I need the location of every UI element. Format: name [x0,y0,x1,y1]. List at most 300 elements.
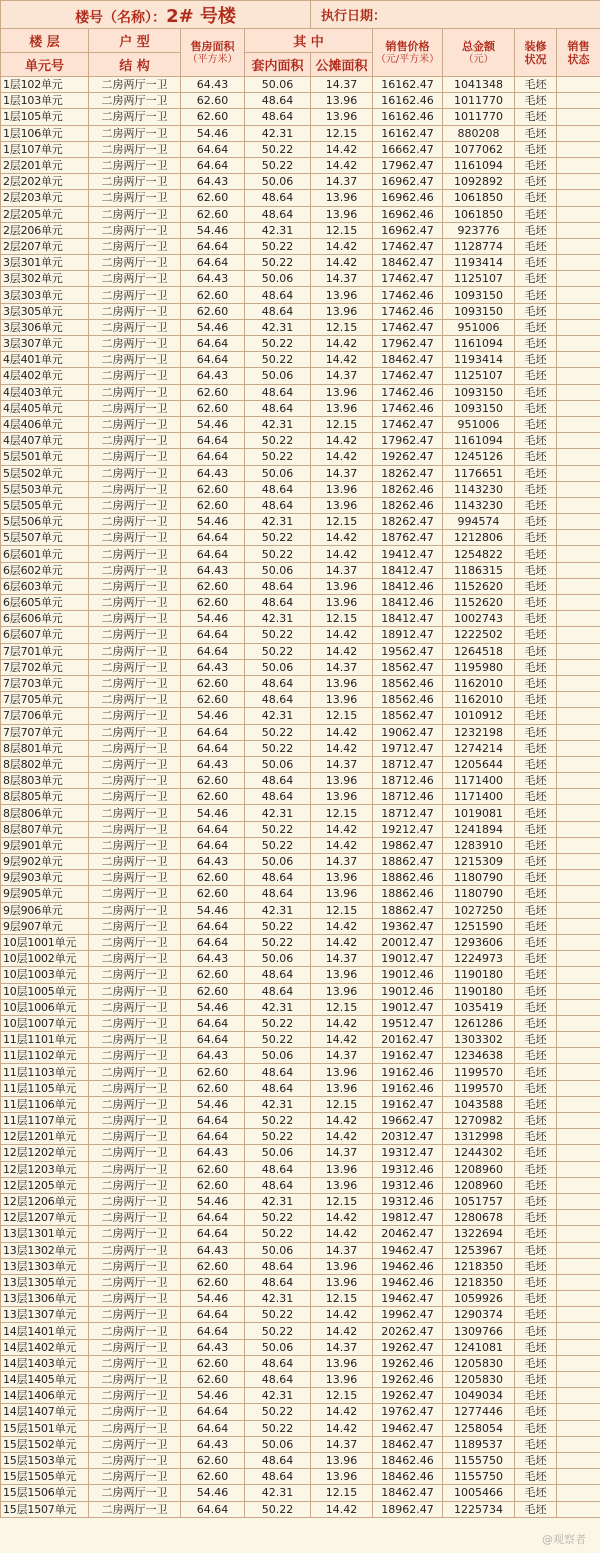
cell-unit-no: 6层602单元 [1,562,89,578]
cell-decoration: 毛坯 [515,77,557,93]
cell-shared-area: 14.42 [311,433,373,449]
cell-sale-area: 64.64 [181,934,245,950]
cell-shared-area: 14.37 [311,756,373,772]
cell-sale-area: 62.60 [181,773,245,789]
cell-shared-area: 13.96 [311,1064,373,1080]
cell-price: 17962.47 [373,433,443,449]
cell-price: 16962.46 [373,206,443,222]
cell-inner-area: 50.06 [245,854,311,870]
cell-shared-area: 12.15 [311,1096,373,1112]
cell-sale-area: 64.64 [181,1210,245,1226]
cell-price: 18412.46 [373,595,443,611]
cell-status [557,967,600,983]
table-row [1,643,600,659]
cell-total: 1208960 [443,1177,515,1193]
cell-shared-area: 14.42 [311,141,373,157]
table-row [1,1210,600,1226]
cell-decoration: 毛坯 [515,1145,557,1161]
cell-shared-area: 14.37 [311,1145,373,1161]
cell-status [557,1452,600,1468]
cell-inner-area: 48.64 [245,1469,311,1485]
cell-unit-no: 6层603单元 [1,578,89,594]
cell-structure: 二房两厅一卫 [89,708,181,724]
cell-decoration: 毛坯 [515,1177,557,1193]
cell-sale-area: 64.43 [181,271,245,287]
cell-sale-area: 62.60 [181,1452,245,1468]
cell-inner-area: 50.06 [245,951,311,967]
cell-structure: 二房两厅一卫 [89,433,181,449]
cell-inner-area: 42.31 [245,1388,311,1404]
cell-decoration: 毛坯 [515,1161,557,1177]
cell-decoration: 毛坯 [515,1307,557,1323]
cell-sale-area: 64.64 [181,1307,245,1323]
cell-structure: 二房两厅一卫 [89,1113,181,1129]
cell-inner-area: 50.06 [245,659,311,675]
cell-unit-no: 1层102单元 [1,77,89,93]
cell-unit-no: 6层601单元 [1,546,89,562]
cell-status [557,384,600,400]
cell-status [557,77,600,93]
table-row [1,675,600,691]
exec-date-cell [311,1,600,29]
cell-unit-no: 5层503单元 [1,481,89,497]
cell-status [557,1032,600,1048]
cell-structure: 二房两厅一卫 [89,918,181,934]
header-price-label: 销售价格 [385,39,430,53]
cell-shared-area: 14.42 [311,1129,373,1145]
cell-unit-no: 10层1005单元 [1,983,89,999]
cell-structure: 二房两厅一卫 [89,1485,181,1501]
cell-unit-no: 12层1206单元 [1,1193,89,1209]
cell-decoration: 毛坯 [515,692,557,708]
cell-sale-area: 62.60 [181,1080,245,1096]
cell-structure: 二房两厅一卫 [89,303,181,319]
cell-total: 1222502 [443,627,515,643]
cell-unit-no: 8层805单元 [1,789,89,805]
cell-price: 19162.46 [373,1080,443,1096]
cell-structure: 二房两厅一卫 [89,821,181,837]
table-row [1,336,600,352]
cell-total: 1290374 [443,1307,515,1323]
table-row [1,1436,600,1452]
cell-price: 18412.46 [373,578,443,594]
cell-inner-area: 50.22 [245,238,311,254]
cell-shared-area: 14.42 [311,740,373,756]
cell-sale-area: 62.60 [181,967,245,983]
cell-sale-area: 64.64 [181,352,245,368]
cell-total: 1322694 [443,1226,515,1242]
cell-total: 1176651 [443,465,515,481]
cell-shared-area: 14.42 [311,1015,373,1031]
cell-shared-area: 13.96 [311,789,373,805]
table-row [1,1193,600,1209]
cell-total: 1010912 [443,708,515,724]
cell-structure: 二房两厅一卫 [89,1404,181,1420]
cell-status [557,190,600,206]
table-row [1,1080,600,1096]
cell-sale-area: 62.60 [181,1372,245,1388]
cell-status [557,1193,600,1209]
table-row [1,157,600,173]
cell-total: 1205830 [443,1372,515,1388]
cell-total: 1234638 [443,1048,515,1064]
table-row [1,1096,600,1112]
cell-total: 1061850 [443,206,515,222]
cell-sale-area: 64.43 [181,854,245,870]
cell-total: 994574 [443,514,515,530]
cell-status [557,1420,600,1436]
cell-structure: 二房两厅一卫 [89,627,181,643]
cell-inner-area: 50.06 [245,562,311,578]
cell-shared-area: 12.15 [311,902,373,918]
table-row [1,481,600,497]
cell-unit-no: 8层801单元 [1,740,89,756]
cell-unit-no: 9层902单元 [1,854,89,870]
cell-unit-no: 7层707单元 [1,724,89,740]
cell-decoration: 毛坯 [515,1436,557,1452]
cell-unit-no: 5层505单元 [1,497,89,513]
cell-price: 17462.47 [373,368,443,384]
table-row [1,1452,600,1468]
cell-unit-no: 2层207单元 [1,238,89,254]
cell-inner-area: 50.22 [245,1015,311,1031]
cell-status [557,319,600,335]
cell-total: 1218350 [443,1274,515,1290]
cell-total: 1161094 [443,336,515,352]
cell-decoration: 毛坯 [515,125,557,141]
cell-sale-area: 64.64 [181,336,245,352]
cell-sale-area: 54.46 [181,1193,245,1209]
cell-shared-area: 13.96 [311,1469,373,1485]
table-row [1,886,600,902]
cell-unit-no: 15层1503单元 [1,1452,89,1468]
cell-status [557,400,600,416]
cell-status [557,595,600,611]
cell-inner-area: 50.06 [245,756,311,772]
cell-status [557,1274,600,1290]
cell-decoration: 毛坯 [515,1323,557,1339]
cell-shared-area: 12.15 [311,708,373,724]
cell-unit-no: 7层702单元 [1,659,89,675]
table-row [1,918,600,934]
cell-structure: 二房两厅一卫 [89,1242,181,1258]
cell-total: 1277446 [443,1404,515,1420]
cell-sale-area: 54.46 [181,416,245,432]
cell-status [557,951,600,967]
cell-status [557,109,600,125]
cell-inner-area: 50.22 [245,724,311,740]
cell-inner-area: 48.64 [245,675,311,691]
cell-status [557,1129,600,1145]
cell-price: 19462.46 [373,1258,443,1274]
cell-total: 1190180 [443,967,515,983]
cell-decoration: 毛坯 [515,999,557,1015]
cell-total: 1186315 [443,562,515,578]
cell-unit-no: 12层1205单元 [1,1177,89,1193]
cell-price: 19762.47 [373,1404,443,1420]
cell-structure: 二房两厅一卫 [89,287,181,303]
cell-total: 1215309 [443,854,515,870]
cell-price: 19312.47 [373,1145,443,1161]
cell-structure: 二房两厅一卫 [89,368,181,384]
cell-status [557,1161,600,1177]
table-row [1,1145,600,1161]
cell-shared-area: 13.96 [311,1355,373,1371]
cell-inner-area: 48.64 [245,303,311,319]
cell-decoration: 毛坯 [515,465,557,481]
cell-sale-area: 54.46 [181,611,245,627]
table-row [1,773,600,789]
cell-status [557,1226,600,1242]
cell-price: 19462.47 [373,1291,443,1307]
cell-total: 1093150 [443,287,515,303]
cell-sale-area: 64.64 [181,546,245,562]
cell-status [557,206,600,222]
cell-decoration: 毛坯 [515,157,557,173]
cell-inner-area: 48.64 [245,1372,311,1388]
cell-status [557,1469,600,1485]
cell-sale-area: 62.60 [181,481,245,497]
cell-shared-area: 13.96 [311,1161,373,1177]
table-row [1,174,600,190]
cell-unit-no: 15层1501单元 [1,1420,89,1436]
cell-shared-area: 13.96 [311,303,373,319]
header-sale-area-label: 售房面积 [190,39,235,53]
cell-price: 16962.46 [373,190,443,206]
cell-price: 18712.47 [373,805,443,821]
cell-structure: 二房两厅一卫 [89,1177,181,1193]
cell-structure: 二房两厅一卫 [89,1274,181,1290]
cell-price: 19662.47 [373,1113,443,1129]
cell-inner-area: 48.64 [245,1177,311,1193]
table-row [1,983,600,999]
cell-inner-area: 50.06 [245,77,311,93]
cell-decoration: 毛坯 [515,222,557,238]
cell-structure: 二房两厅一卫 [89,1469,181,1485]
cell-unit-no: 6层607单元 [1,627,89,643]
header-status-label: 销售状态 [567,39,590,66]
cell-unit-no: 14层1405单元 [1,1372,89,1388]
cell-price: 19462.47 [373,1242,443,1258]
table-row [1,870,600,886]
cell-structure: 二房两厅一卫 [89,1080,181,1096]
cell-price: 20312.47 [373,1129,443,1145]
table-row [1,951,600,967]
cell-price: 20462.47 [373,1226,443,1242]
table-row [1,1032,600,1048]
cell-structure: 二房两厅一卫 [89,336,181,352]
cell-total: 1274214 [443,740,515,756]
cell-sale-area: 62.60 [181,983,245,999]
cell-status [557,157,600,173]
cell-decoration: 毛坯 [515,238,557,254]
cell-sale-area: 64.64 [181,1113,245,1129]
cell-inner-area: 48.64 [245,1355,311,1371]
cell-inner-area: 48.64 [245,773,311,789]
cell-sale-area: 62.60 [181,190,245,206]
cell-inner-area: 42.31 [245,125,311,141]
cell-sale-area: 64.64 [181,643,245,659]
cell-status [557,1436,600,1452]
cell-total: 1205830 [443,1355,515,1371]
header-unit-no: 单元号 [1,53,89,77]
cell-decoration: 毛坯 [515,821,557,837]
cell-structure: 二房两厅一卫 [89,1501,181,1517]
cell-inner-area: 50.22 [245,918,311,934]
cell-structure: 二房两厅一卫 [89,967,181,983]
cell-shared-area: 14.42 [311,238,373,254]
cell-unit-no: 11层1103单元 [1,1064,89,1080]
cell-status [557,125,600,141]
cell-shared-area: 14.42 [311,1113,373,1129]
cell-total: 1208960 [443,1161,515,1177]
cell-shared-area: 14.42 [311,546,373,562]
cell-total: 1041348 [443,77,515,93]
cell-status [557,1242,600,1258]
cell-inner-area: 50.22 [245,157,311,173]
table-row [1,805,600,821]
cell-status [557,481,600,497]
cell-unit-no: 1层103单元 [1,93,89,109]
cell-price: 17462.47 [373,319,443,335]
cell-structure: 二房两厅一卫 [89,465,181,481]
cell-shared-area: 13.96 [311,675,373,691]
cell-status [557,886,600,902]
cell-structure: 二房两厅一卫 [89,352,181,368]
cell-inner-area: 42.31 [245,805,311,821]
cell-shared-area: 14.37 [311,1436,373,1452]
cell-unit-no: 12层1207单元 [1,1210,89,1226]
cell-decoration: 毛坯 [515,951,557,967]
cell-total: 1261286 [443,1015,515,1031]
cell-status [557,1096,600,1112]
cell-inner-area: 50.06 [245,1242,311,1258]
cell-shared-area: 13.96 [311,886,373,902]
table-row [1,141,600,157]
table-row [1,449,600,465]
cell-price: 19512.47 [373,1015,443,1031]
cell-price: 17462.46 [373,384,443,400]
cell-sale-area: 62.60 [181,93,245,109]
cell-total: 1253967 [443,1242,515,1258]
cell-inner-area: 50.22 [245,1129,311,1145]
cell-sale-area: 64.64 [181,740,245,756]
cell-total: 923776 [443,222,515,238]
cell-inner-area: 50.22 [245,449,311,465]
cell-price: 18762.47 [373,530,443,546]
cell-unit-no: 2层201单元 [1,157,89,173]
cell-structure: 二房两厅一卫 [89,1032,181,1048]
cell-structure: 二房两厅一卫 [89,1452,181,1468]
cell-shared-area: 14.37 [311,951,373,967]
cell-total: 1193414 [443,255,515,271]
cell-total: 1125107 [443,368,515,384]
cell-unit-no: 15层1505单元 [1,1469,89,1485]
cell-price: 18862.46 [373,886,443,902]
cell-structure: 二房两厅一卫 [89,481,181,497]
cell-unit-no: 3层302单元 [1,271,89,287]
cell-structure: 二房两厅一卫 [89,1048,181,1064]
cell-shared-area: 14.42 [311,837,373,853]
header-price-unit: （元/平方米） [375,53,440,65]
cell-unit-no: 9层906单元 [1,902,89,918]
cell-total: 1152620 [443,595,515,611]
cell-structure: 二房两厅一卫 [89,1355,181,1371]
cell-status [557,1388,600,1404]
building-name-cell [1,1,311,29]
cell-inner-area: 48.64 [245,1161,311,1177]
cell-total: 1125107 [443,271,515,287]
cell-sale-area: 64.43 [181,659,245,675]
cell-structure: 二房两厅一卫 [89,255,181,271]
cell-total: 1171400 [443,773,515,789]
cell-total: 1254822 [443,546,515,562]
cell-total: 1190180 [443,983,515,999]
cell-shared-area: 13.96 [311,93,373,109]
cell-total: 1218350 [443,1258,515,1274]
cell-decoration: 毛坯 [515,368,557,384]
cell-structure: 二房两厅一卫 [89,141,181,157]
cell-unit-no: 5层501单元 [1,449,89,465]
cell-inner-area: 50.22 [245,352,311,368]
cell-sale-area: 64.64 [181,1226,245,1242]
table-row [1,1226,600,1242]
table-row [1,1291,600,1307]
cell-status [557,918,600,934]
cell-unit-no: 15层1502单元 [1,1436,89,1452]
cell-total: 1051757 [443,1193,515,1209]
cell-sale-area: 62.60 [181,870,245,886]
cell-decoration: 毛坯 [515,578,557,594]
cell-price: 18262.47 [373,514,443,530]
cell-price: 19162.47 [373,1048,443,1064]
table-row [1,303,600,319]
header-status [557,29,600,77]
cell-unit-no: 10层1003单元 [1,967,89,983]
cell-shared-area: 14.37 [311,465,373,481]
cell-status [557,416,600,432]
cell-sale-area: 62.60 [181,400,245,416]
cell-unit-no: 8层803单元 [1,773,89,789]
cell-status [557,1339,600,1355]
cell-status [557,983,600,999]
cell-decoration: 毛坯 [515,271,557,287]
cell-unit-no: 10层1007单元 [1,1015,89,1031]
cell-decoration: 毛坯 [515,1404,557,1420]
cell-inner-area: 48.64 [245,983,311,999]
cell-status [557,1355,600,1371]
title-row [1,1,600,29]
cell-status [557,1210,600,1226]
cell-total: 1019081 [443,805,515,821]
cell-structure: 二房两厅一卫 [89,1388,181,1404]
cell-shared-area: 13.96 [311,1274,373,1290]
cell-decoration: 毛坯 [515,1064,557,1080]
cell-price: 19312.46 [373,1177,443,1193]
cell-shared-area: 13.96 [311,1258,373,1274]
cell-total: 1303302 [443,1032,515,1048]
cell-unit-no: 4层406单元 [1,416,89,432]
table-row [1,319,600,335]
cell-shared-area: 12.15 [311,611,373,627]
table-row [1,1355,600,1371]
cell-price: 18262.46 [373,481,443,497]
cell-sale-area: 62.60 [181,675,245,691]
cell-unit-no: 5层507单元 [1,530,89,546]
table-row [1,238,600,254]
cell-status [557,497,600,513]
cell-status [557,692,600,708]
